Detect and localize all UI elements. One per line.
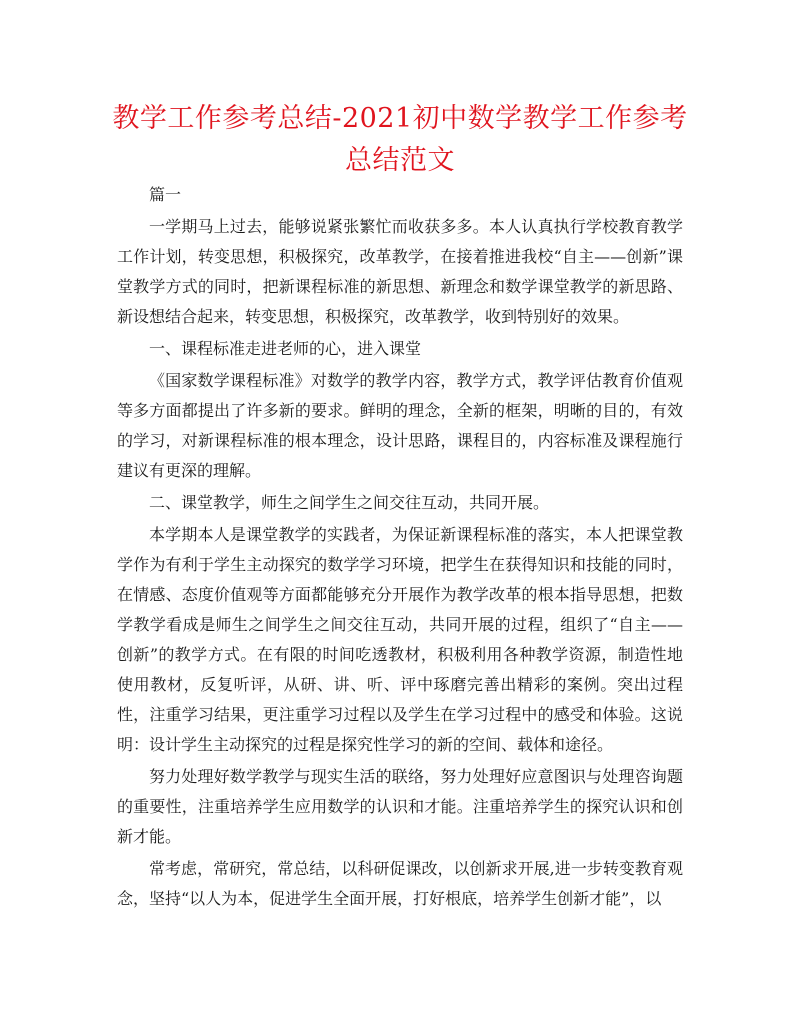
section-heading: 二、课堂教学，师生之间学生之间交往互动，共同开展。 [149,493,550,512]
section-heading: 一、课程标准走进老师的心，进入课堂 [149,339,422,358]
section-label: 篇一 [149,185,182,204]
paragraph: 本学期本人是课堂教学的实践者，为保证新课程标准的落实，本人把课堂教学作为有利于学生主动探究的数学学习环境，把学生在获得知识和技能的同时，在情感、态度价值观等方面都能够充分开展作为教学改革的根本指导思想，把数学教学看成是师生之间学生之间交往互动，共同开展的过程，组织了“自主——创新”的教学方式。在有限的时间吃透教材，积极利用各种教学资源，制造性地使用教材，反复听评，从研、讲、听、评中琢磨完善出精彩的案例。突出过程性，注重学习结果，更注重学习过程以及学生在学习过程中的感受和体验。这说明：设计学生主动探究的过程是探究性学习的新的空间、载体和途径。 [117,525,683,754]
paragraph: 《国家数学课程标准》对数学的教学内容，教学方式，教学评估教育价值观等多方面都提出了许多新的要求。鲜明的理念，全新的框架，明晰的目的，有效的学习，对新课程标准的根本理念，设计思路，课程目的，内容标准及课程施行建议有更深的理解。 [117,371,683,480]
document-title: 教学工作参考总结-2021初中数学教学工作参考总结范文 [112,103,688,176]
document-body [117,180,683,916]
paragraph: 常考虑，常研究，常总结，以科研促课改，以创新求开展,进一步转变教育观念，坚持“以人为本，促进学生全面开展，打好根底，培养学生创新才能”，以 [117,859,683,908]
paragraph: 一学期马上过去，能够说紧张繁忙而收获多多。本人认真执行学校教育教学工作计划，转变思想，积极探究，改革教学，在接着推进我校“自主——创新”课堂教学方式的同时，把新课程标准的新思想、新理念和数学课堂教学的新思路、新设想结合起来，转变思想，积极探究，改革教学，收到特别好的效果。 [117,217,683,326]
paragraph: 努力处理好数学教学与现实生活的联络，努力处理好应意图识与处理咨询题的重要性，注重培养学生应用数学的认识和才能。注重培养学生的探究认识和创新才能。 [117,767,683,846]
